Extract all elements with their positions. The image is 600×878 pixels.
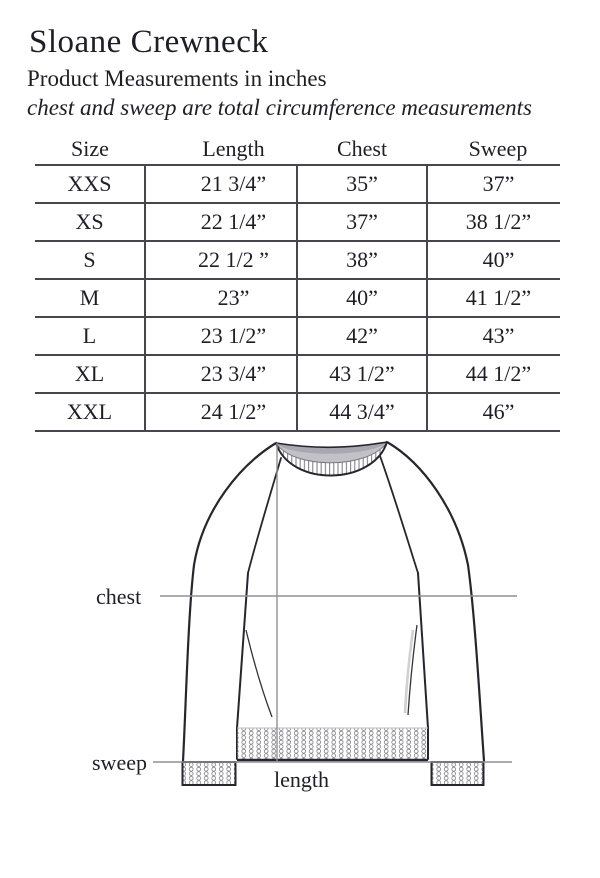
column-header-sweep: Sweep [427,134,560,165]
hem-band [237,728,428,760]
size-cell: M [35,279,145,317]
sweep-cell: 38 1/2” [427,203,560,241]
sweep-label: sweep [92,750,147,775]
length-cell: 23” [145,279,297,317]
table-row [35,203,560,241]
table-row [35,241,560,279]
size-cell: XS [35,203,145,241]
sweater-sleeves-outline [183,442,484,761]
sweep-cell: 40” [427,241,560,279]
length-cell: 24 1/2” [145,393,297,431]
header-row [35,134,560,165]
chest-cell: 37” [297,203,427,241]
length-cell: 21 3/4” [145,165,297,203]
page-subtitle: Product Measurements in inches [27,66,327,91]
sweep-cell: 44 1/2” [427,355,560,393]
sweater-body-outline [237,456,428,759]
size-cell: S [35,241,145,279]
left-drape-line [246,630,272,717]
chest-cell: 43 1/2” [297,355,427,393]
length-label: length [274,767,329,792]
left-cuff [183,762,236,785]
length-cell: 23 1/2” [145,317,297,355]
size-cell: L [35,317,145,355]
sweep-cell: 46” [427,393,560,431]
chest-cell: 44 3/4” [297,393,427,431]
table-row [35,279,560,317]
chest-label: chest [96,584,142,609]
chest-cell: 42” [297,317,427,355]
length-cell: 23 3/4” [145,355,297,393]
sweep-cell: 37” [427,165,560,203]
size-chart-table [35,134,560,432]
size-cell: XL [35,355,145,393]
table-row [35,165,560,203]
table-row [35,317,560,355]
length-cell: 22 1/4” [145,203,297,241]
collar [276,442,387,476]
right-cuff [432,762,484,785]
size-cell: XXL [35,393,145,431]
length-cell: 22 1/2 ” [145,241,297,279]
column-header-size: Size [35,134,145,165]
column-header-length: Length [145,134,297,165]
column-header-chest: Chest [297,134,427,165]
page-title: Sloane Crewneck [29,24,269,60]
chest-cell: 38” [297,241,427,279]
sweep-cell: 43” [427,317,560,355]
chest-cell: 35” [297,165,427,203]
size-cell: XXS [35,165,145,203]
size-chart-header [35,134,560,165]
sweep-cell: 41 1/2” [427,279,560,317]
chest-cell: 40” [297,279,427,317]
table-row [35,355,560,393]
sweater-flat-diagram [0,425,600,800]
measurement-note: chest and sweep are total circumference measurements [27,95,533,120]
